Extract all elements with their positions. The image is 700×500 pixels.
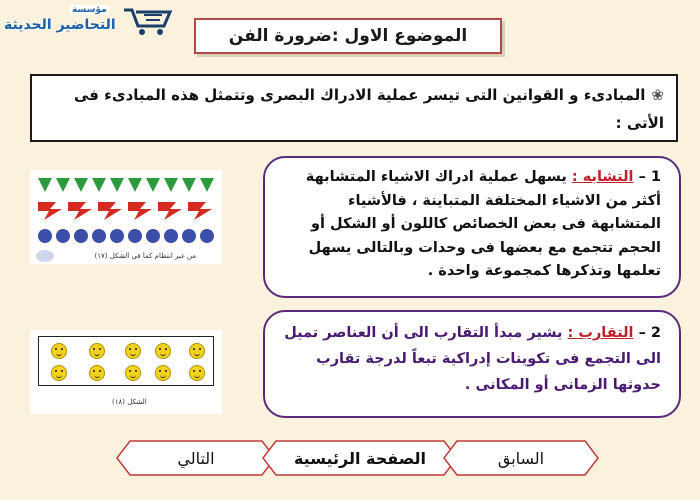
proximity-figure — [30, 330, 222, 414]
red-shapes-row — [36, 198, 216, 222]
item2-term: التقارب : — [567, 325, 634, 341]
similarity-figure — [30, 170, 222, 264]
next-button[interactable] — [116, 440, 276, 476]
smiley-icon — [51, 365, 67, 381]
smiley-icon — [125, 365, 141, 381]
brand-logo — [0, 0, 180, 44]
item1-text: يسهل عملية ادراك الاشياء المتشابهة أكثر من الاشياء المختلفة المتباينة ، فالأشياء المتشابهة فى بعض الخصائص كاللون أو الشكل أو الحجم تتجمع مع بعضها فى وحدات وبالتالى يسهل تعلمها وتذكرها كمجموعة واحدة . — [305, 169, 661, 279]
similarity-box — [263, 156, 681, 298]
proximity-box — [263, 310, 681, 418]
figure1-caption: من غير انتظام كما في الشكل (١٧) — [94, 252, 196, 260]
item2-number: 2 – — [638, 325, 661, 341]
next-label: التالي — [177, 448, 215, 468]
logo-title: التحاضير الحديثة — [4, 17, 116, 33]
smiley-icon — [189, 365, 205, 381]
smiley-icon — [51, 343, 67, 359]
home-button[interactable] — [262, 440, 458, 476]
cart-icon — [118, 2, 178, 38]
figure-mark — [36, 250, 54, 262]
previous-label: السابق — [497, 448, 545, 468]
previous-button[interactable] — [443, 440, 599, 476]
smiley-icon — [155, 343, 171, 359]
smiley-icon — [189, 343, 205, 359]
smiley-icon — [89, 343, 105, 359]
figure2-caption: الشكل (١٨) — [112, 398, 147, 406]
smiley-icon — [155, 365, 171, 381]
item2-text: يشير مبدأ التقارب الى أن العناصر تميل الى التجمع فى تكوينات إدراكية تبعاً لدرجة تقارب حدوثها الزمانى أو المكانى . — [284, 325, 661, 393]
green-shapes-row — [36, 176, 216, 194]
smiley-icon — [89, 365, 105, 381]
home-label: الصفحة الرئيسية — [293, 448, 427, 468]
flower-icon: ❀ — [651, 86, 664, 104]
intro-text: المبادىء و القوانين التى تيسر عملية الادراك البصرى وتتمثل هذه المبادىء فى الأتى : — [73, 86, 664, 132]
page-title: الموضوع الاول :ضرورة الفن — [194, 18, 502, 54]
logo-subtitle: مؤسسة — [72, 5, 107, 15]
blue-shapes-row — [36, 226, 216, 246]
smiley-frame — [38, 336, 214, 386]
item1-term: التشابه : — [571, 169, 634, 185]
item1-number: 1 – — [638, 169, 661, 185]
smiley-icon — [125, 343, 141, 359]
intro-box — [30, 74, 678, 142]
